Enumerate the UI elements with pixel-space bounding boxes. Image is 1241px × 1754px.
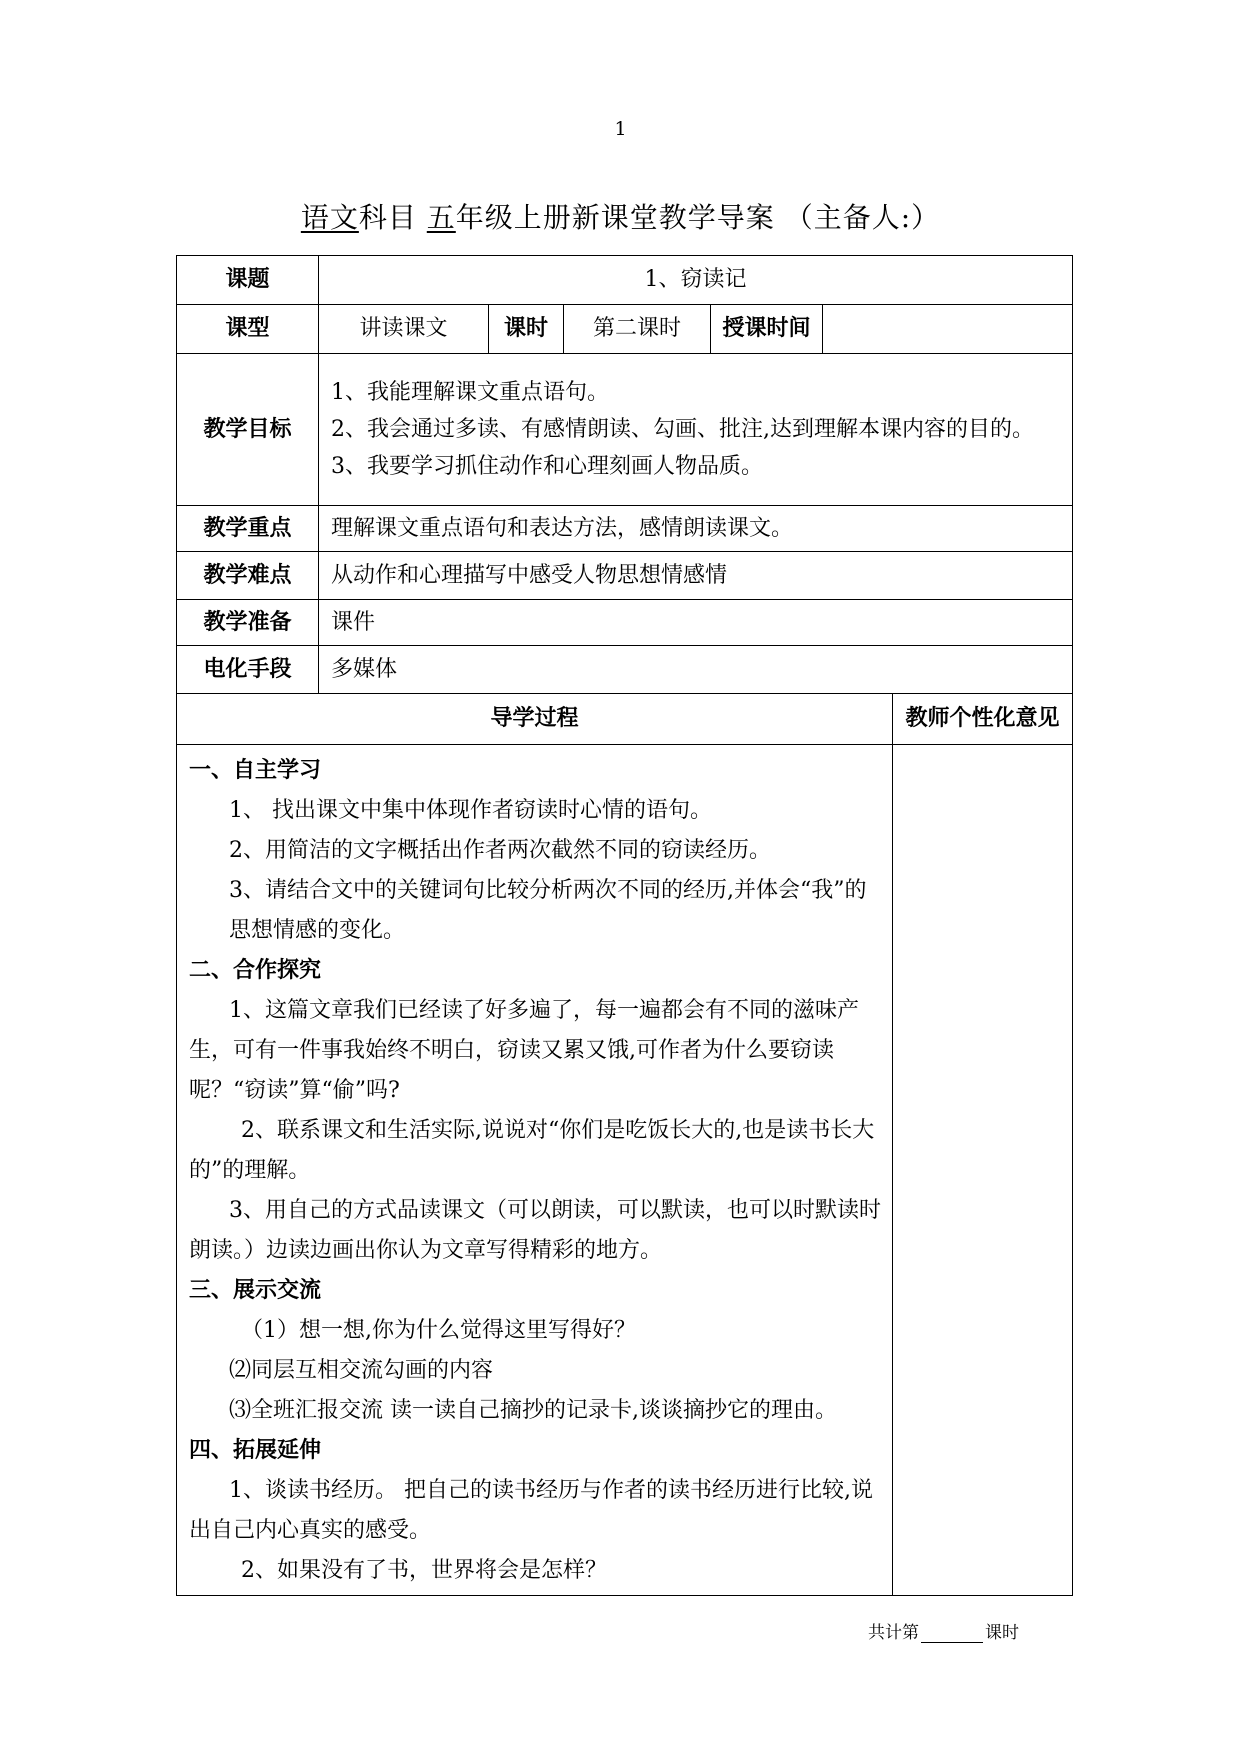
topic-row	[177, 256, 1073, 305]
goal-item: 1、我能理解课文重点语句。	[331, 380, 609, 405]
goal-item: 2、我会通过多读、有感情朗读、勾画、批注,达到理解本课内容的目的。	[331, 417, 1034, 442]
topic-label: 课题	[177, 256, 319, 305]
section-title: 一、自主学习	[189, 758, 322, 783]
topic-value: 1、窃读记	[319, 256, 1073, 305]
process-row	[177, 745, 1073, 1596]
focus-value: 理解课文重点语句和表达方法，感情朗读课文。	[319, 506, 1073, 552]
opinion-header: 教师个性化意见	[893, 694, 1073, 745]
time-value	[823, 305, 1073, 354]
section-title: 四、拓展延伸	[189, 1438, 322, 1463]
difficulty-row	[177, 552, 1073, 600]
process-item: 3、用自己的方式品读课文（可以朗读，可以默读，也可以时默读时朗读。）边读边画出你认为文章写得精彩的地方。	[189, 1198, 881, 1263]
process-item: 2、用简洁的文字概括出作者两次截然不同的窃读经历。	[229, 838, 771, 863]
process-item: 2、联系课文和生活实际,说说对“你们是吃饭长大的,也是读书长大的”的理解。	[189, 1118, 875, 1183]
type-row	[177, 305, 1073, 354]
media-value: 多媒体	[319, 646, 1073, 694]
process-item: ⑶全班汇报交流 读一读自己摘抄的记录卡,谈谈摘抄它的理由。	[229, 1398, 837, 1423]
title-subject: 语文	[300, 201, 359, 234]
difficulty-label: 教学难点	[177, 552, 319, 600]
media-row	[177, 646, 1073, 694]
title-preparer: （主备人:）	[784, 201, 941, 234]
media-label: 电化手段	[177, 646, 319, 694]
section-title: 二、合作探究	[189, 958, 322, 983]
prep-value: 课件	[319, 600, 1073, 646]
focus-label: 教学重点	[177, 506, 319, 552]
prep-row	[177, 600, 1073, 646]
process-item: 1、 找出课文中集中体现作者窃读时心情的语句。	[229, 798, 712, 823]
process-item: 2、如果没有了书，世界将会是怎样？	[241, 1558, 607, 1583]
page-footer	[868, 1618, 1019, 1643]
lesson-plan-table	[176, 255, 1073, 1596]
goals-row	[177, 354, 1073, 506]
process-header: 导学过程	[177, 694, 893, 745]
type-label: 课型	[177, 305, 319, 354]
goals-list	[319, 354, 1073, 506]
period-value: 第二课时	[564, 305, 711, 354]
process-item: 1、这篇文章我们已经读了好多遍了，每一遍都会有不同的滋味产生，可有一件事我始终不明白，窃读又累又饿,可作者为什么要窃读呢？“窃读”算“偷”吗?	[189, 998, 859, 1103]
teacher-opinion-cell[interactable]	[893, 745, 1073, 1596]
process-item: 1、谈读书经历。 把自己的读书经历与作者的读书经历进行比较,说出自己内心真实的感受。	[189, 1478, 873, 1543]
title-grade: 五	[426, 201, 456, 234]
focus-row	[177, 506, 1073, 552]
title-subject-suffix: 科目	[358, 201, 417, 234]
type-value: 讲读课文	[319, 305, 489, 354]
goal-item: 3、我要学习抓住动作和心理刻画人物品质。	[331, 454, 763, 479]
page-number: 1	[614, 118, 627, 140]
goals-label: 教学目标	[177, 354, 319, 506]
document-title	[0, 196, 1241, 236]
process-item: （1）想一想,你为什么觉得这里写得好？	[241, 1318, 636, 1343]
footer-blank	[921, 1625, 983, 1643]
period-label: 课时	[489, 305, 564, 354]
process-content	[177, 745, 893, 1596]
title-grade-suffix: 年级上册新课堂教学导案	[455, 201, 775, 234]
prep-label: 教学准备	[177, 600, 319, 646]
section-title: 三、展示交流	[189, 1278, 322, 1303]
process-item: 3、请结合文中的关键词句比较分析两次不同的经历,并体会“我”的思想情感的变化。	[229, 878, 867, 943]
process-header-row	[177, 694, 1073, 745]
footer-suffix: 课时	[985, 1623, 1019, 1643]
time-label: 授课时间	[711, 305, 823, 354]
difficulty-value: 从动作和心理描写中感受人物思想情感情	[319, 552, 1073, 600]
process-item: ⑵同层互相交流勾画的内容	[229, 1358, 494, 1383]
footer-prefix: 共计第	[868, 1623, 919, 1643]
